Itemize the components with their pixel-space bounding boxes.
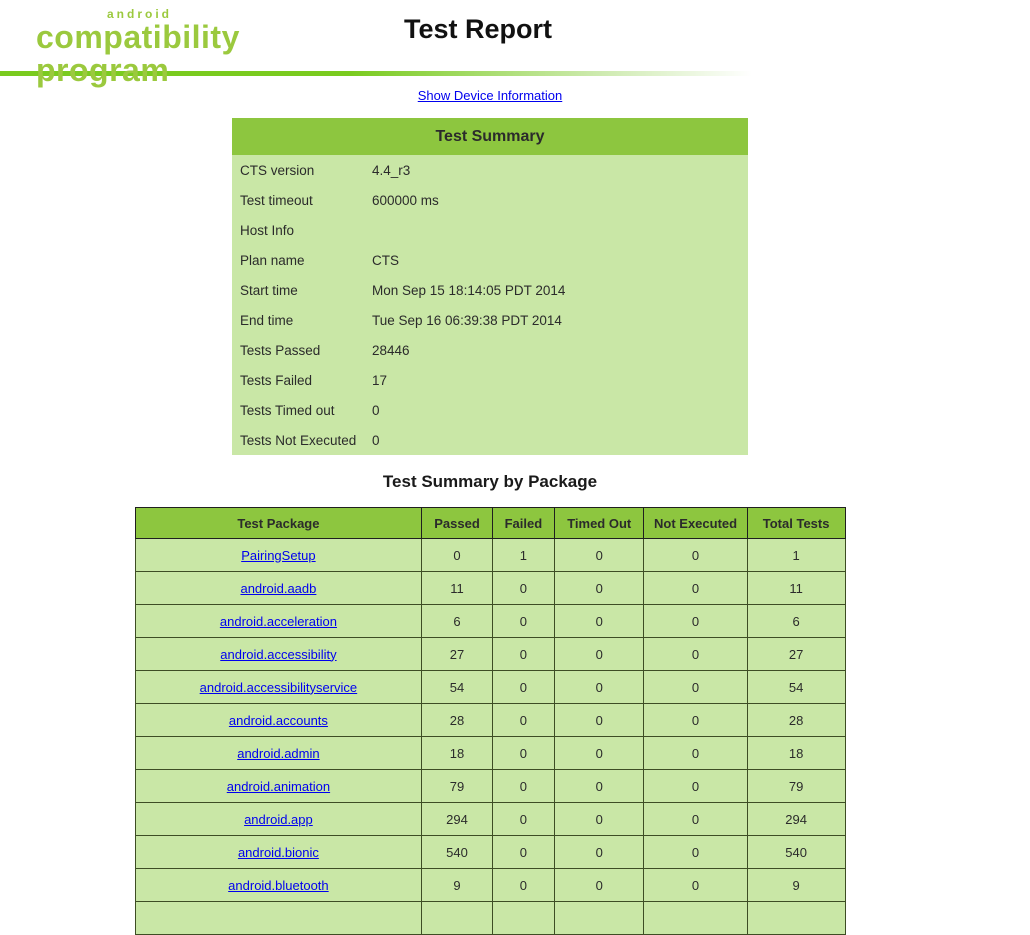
summary-label: Host Info bbox=[232, 215, 372, 245]
page-title: Test Report bbox=[403, 14, 553, 44]
package-link[interactable]: android.accounts bbox=[228, 712, 328, 728]
cell-timed-out: 0 bbox=[555, 539, 644, 572]
cell-failed: 0 bbox=[492, 836, 554, 869]
cell-failed: 0 bbox=[492, 704, 554, 737]
cell-not-executed: 0 bbox=[644, 539, 747, 572]
cell-not-executed: 0 bbox=[644, 704, 747, 737]
cell-not-executed: 0 bbox=[644, 836, 747, 869]
column-header-passed: Passed bbox=[422, 508, 492, 539]
summary-row bbox=[232, 395, 748, 425]
package-summary-table bbox=[135, 507, 846, 935]
summary-label: Tests Passed bbox=[232, 335, 372, 365]
cell-total: 18 bbox=[747, 737, 845, 770]
column-header-test-package: Test Package bbox=[135, 508, 422, 539]
summary-value: CTS bbox=[372, 245, 748, 275]
summary-label: Start time bbox=[232, 275, 372, 305]
summary-row bbox=[232, 245, 748, 275]
cell-total: 28 bbox=[747, 704, 845, 737]
package-link[interactable]: android.admin bbox=[237, 745, 320, 761]
table-row bbox=[135, 737, 845, 770]
cell-timed-out: 0 bbox=[555, 770, 644, 803]
table-row bbox=[135, 869, 845, 902]
cell-timed-out: 0 bbox=[555, 737, 644, 770]
cell-total: 54 bbox=[747, 671, 845, 704]
cell-failed: 0 bbox=[492, 572, 554, 605]
cell-not-executed: 0 bbox=[644, 605, 747, 638]
cell-passed: 27 bbox=[422, 638, 492, 671]
table-row bbox=[135, 836, 845, 869]
cell-passed: 0 bbox=[422, 539, 492, 572]
column-header-failed: Failed bbox=[492, 508, 554, 539]
cell-timed-out: 0 bbox=[555, 605, 644, 638]
cell-passed: 6 bbox=[422, 605, 492, 638]
summary-value: 4.4_r3 bbox=[372, 155, 748, 185]
package-link[interactable]: android.animation bbox=[226, 778, 331, 794]
summary-value: Mon Sep 15 18:14:05 PDT 2014 bbox=[372, 275, 748, 305]
summary-row bbox=[232, 155, 748, 185]
cell-not-executed: 0 bbox=[644, 869, 747, 902]
cell-passed: 294 bbox=[422, 803, 492, 836]
cell-failed: 0 bbox=[492, 737, 554, 770]
cell-timed-out: 0 bbox=[555, 836, 644, 869]
table-row bbox=[135, 704, 845, 737]
table-row bbox=[135, 803, 845, 836]
table-row bbox=[135, 638, 845, 671]
test-summary-table bbox=[232, 118, 748, 455]
summary-label: Tests Timed out bbox=[232, 395, 372, 425]
summary-value: 28446 bbox=[372, 335, 748, 365]
package-link[interactable]: android.acceleration bbox=[219, 613, 337, 629]
cell-passed: 54 bbox=[422, 671, 492, 704]
cell-total: 27 bbox=[747, 638, 845, 671]
cell-timed-out: 0 bbox=[555, 704, 644, 737]
cell-total: 79 bbox=[747, 770, 845, 803]
summary-row bbox=[232, 275, 748, 305]
cell-failed: 0 bbox=[492, 638, 554, 671]
package-link[interactable]: android.bionic bbox=[237, 844, 319, 860]
cell-not-executed: 0 bbox=[644, 737, 747, 770]
cell-passed: 540 bbox=[422, 836, 492, 869]
package-link[interactable]: android.app bbox=[244, 811, 313, 827]
package-link[interactable]: android.accessibility bbox=[220, 646, 337, 662]
android-logo-text: android bbox=[107, 7, 172, 21]
test-summary-title: Test Summary bbox=[232, 118, 748, 155]
compatibility-program-logo-text: compatibility program bbox=[36, 19, 240, 88]
cell-not-executed: 0 bbox=[644, 572, 747, 605]
cell-passed: 79 bbox=[422, 770, 492, 803]
cell-timed-out: 0 bbox=[555, 803, 644, 836]
cell-failed: 0 bbox=[492, 803, 554, 836]
column-header-total-tests: Total Tests bbox=[747, 508, 845, 539]
package-link[interactable]: PairingSetup bbox=[241, 547, 316, 563]
cell-passed: 11 bbox=[422, 572, 492, 605]
cell-failed: 0 bbox=[492, 869, 554, 902]
cell-passed: 28 bbox=[422, 704, 492, 737]
summary-value: Tue Sep 16 06:39:38 PDT 2014 bbox=[372, 305, 748, 335]
cell-total: 540 bbox=[747, 836, 845, 869]
cell-total: 11 bbox=[747, 572, 845, 605]
cell-not-executed: 0 bbox=[644, 770, 747, 803]
summary-value: 600000 ms bbox=[372, 185, 748, 215]
cell-timed-out: 0 bbox=[555, 671, 644, 704]
summary-row bbox=[232, 425, 748, 455]
cell-failed: 1 bbox=[492, 539, 554, 572]
cell-total: 294 bbox=[747, 803, 845, 836]
package-summary-title: Test Summary by Package bbox=[382, 472, 598, 491]
summary-label: Tests Not Executed bbox=[232, 425, 372, 455]
column-header-not-executed: Not Executed bbox=[644, 508, 747, 539]
cell-not-executed: 0 bbox=[644, 638, 747, 671]
android-compatibility-logo bbox=[36, 8, 376, 87]
cell-passed: 18 bbox=[422, 737, 492, 770]
table-row bbox=[135, 605, 845, 638]
table-row bbox=[135, 572, 845, 605]
summary-row bbox=[232, 215, 748, 245]
show-device-information-link[interactable]: Show Device Information bbox=[417, 88, 563, 103]
cell-total: 9 bbox=[747, 869, 845, 902]
summary-row bbox=[232, 185, 748, 215]
table-row bbox=[135, 671, 845, 704]
table-row-partial bbox=[135, 902, 845, 935]
table-row bbox=[135, 539, 845, 572]
summary-value: 0 bbox=[372, 395, 748, 425]
summary-value: 0 bbox=[372, 425, 748, 455]
cell-passed: 9 bbox=[422, 869, 492, 902]
cell-timed-out: 0 bbox=[555, 869, 644, 902]
table-row bbox=[135, 770, 845, 803]
package-table-header-row bbox=[135, 508, 845, 539]
cell-not-executed: 0 bbox=[644, 803, 747, 836]
summary-label: End time bbox=[232, 305, 372, 335]
device-info-link-row bbox=[0, 88, 980, 104]
cell-timed-out: 0 bbox=[555, 572, 644, 605]
summary-label: Test timeout bbox=[232, 185, 372, 215]
summary-label: Tests Failed bbox=[232, 365, 372, 395]
report-content bbox=[0, 88, 980, 935]
summary-value: 17 bbox=[372, 365, 748, 395]
cell-failed: 0 bbox=[492, 605, 554, 638]
summary-label: CTS version bbox=[232, 155, 372, 185]
cell-not-executed: 0 bbox=[644, 671, 747, 704]
cell-failed: 0 bbox=[492, 671, 554, 704]
summary-label: Plan name bbox=[232, 245, 372, 275]
summary-value bbox=[372, 215, 748, 245]
column-header-timed-out: Timed Out bbox=[555, 508, 644, 539]
test-summary-header-row bbox=[232, 118, 748, 155]
cell-timed-out: 0 bbox=[555, 638, 644, 671]
package-link[interactable]: android.accessibilityservice bbox=[199, 679, 358, 695]
cell-failed: 0 bbox=[492, 770, 554, 803]
summary-row bbox=[232, 365, 748, 395]
package-link[interactable]: android.aadb bbox=[240, 580, 317, 596]
cell-total: 6 bbox=[747, 605, 845, 638]
page-header bbox=[0, 0, 1030, 88]
cell-total: 1 bbox=[747, 539, 845, 572]
package-link[interactable]: android.bluetooth bbox=[228, 877, 329, 893]
summary-row bbox=[232, 305, 748, 335]
summary-row bbox=[232, 335, 748, 365]
